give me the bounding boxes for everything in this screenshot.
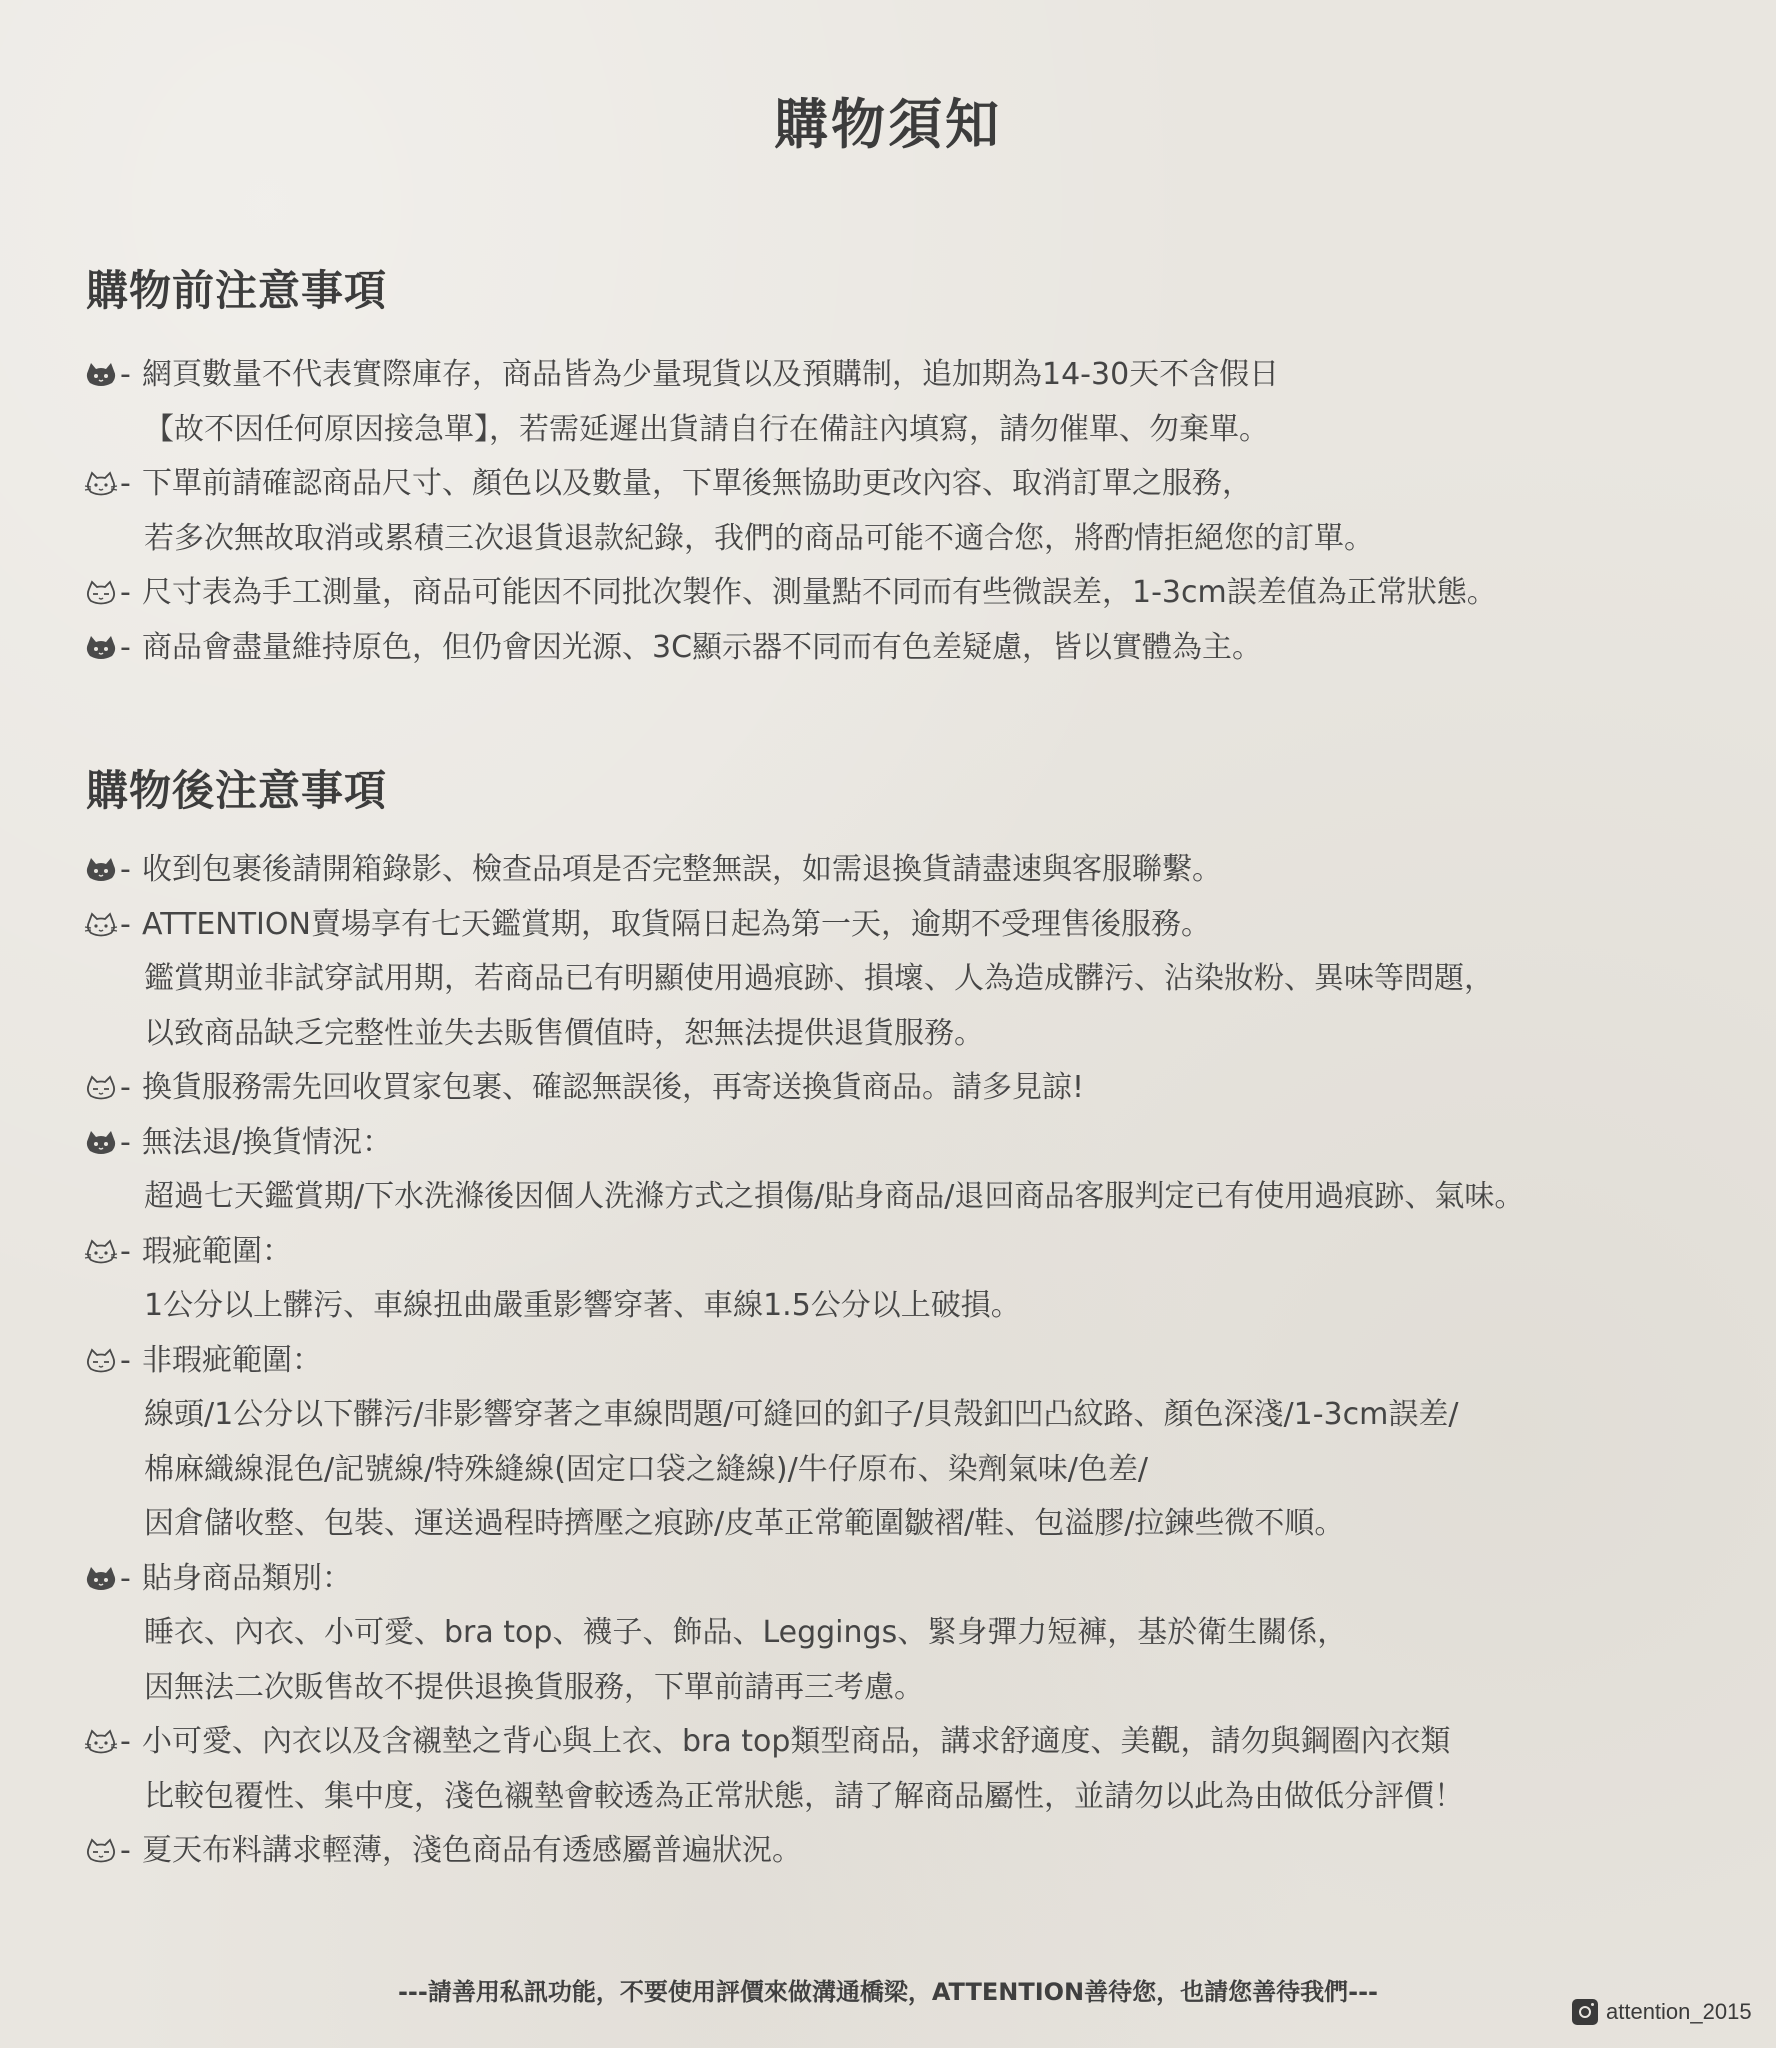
notice-text: 網頁數量不代表實際庫存，商品皆為少量現貨以及預購制，追加期為14-30天不含假日 [142,357,1280,392]
bullet-dash: - [120,1124,131,1160]
cat-face-icon [84,1129,120,1157]
section-heading-before: 購物前注意事項 [86,266,388,315]
bullet-dash: - [120,1070,131,1105]
bullet-dash: - [120,357,131,392]
notice-text: 若多次無故取消或累積三次退貨退款紀錄，我們的商品可能不適合您，將酌情拒絕您的訂單。 [144,520,1374,556]
cat-face-icon [84,634,120,662]
notice-text: 線頭/1公分以下髒污/非影響穿著之車線問題/可縫回的釦子/貝殼釦凹凸紋路、顏色深淺/1-3cm誤差/ [144,1397,1459,1432]
notice-text: 夏天布料講求輕薄，淺色商品有透感屬普遍狀況。 [142,1833,802,1868]
cat-face-icon [84,579,120,607]
notice-text: 1公分以上髒污、車線扭曲嚴重影響穿著、車線1.5公分以上破損。 [144,1288,1021,1323]
bullet-dash: - [120,852,131,887]
notice-text: 尺寸表為手工測量，商品可能因不同批次製作、測量點不同而有些微誤差，1-3cm誤差值為正常狀態。 [142,575,1497,610]
notice-text: 棉麻織線混色/記號線/特殊縫線(固定口袋之縫線)/牛仔原布、染劑氣味/色差/ [144,1451,1148,1487]
bullet-dash: - [120,466,131,501]
bullet-dash: - [120,629,131,665]
notice-text: 無法退/換貨情況： [142,1124,393,1160]
notice-text: 換貨服務需先回收買家包裹、確認無誤後，再寄送換貨商品。請多見諒! [142,1070,1085,1105]
notice-text: 因倉儲收整、包裝、運送過程時擠壓之痕跡/皮革正常範圍皺褶/鞋、包溢膠/拉鍊些微不順。 [144,1506,1345,1541]
cat-face-icon [84,1238,120,1266]
bullet-dash: - [120,575,131,610]
notice-text: 超過七天鑑賞期/下水洗滌後因個人洗滌方式之損傷/貼身商品/退回商品客服判定已有使用過痕跡、氣味。 [144,1179,1525,1214]
instagram-badge[interactable] [1572,1994,1752,2030]
notice-text: 非瑕疵範圍： [142,1342,322,1378]
cat-face-icon [84,361,120,389]
notice-text: 收到包裹後請開箱錄影、檢查品項是否完整無誤，如需退換貨請盡速與客服聯繫。 [142,852,1222,887]
notice-text: 瑕疵範圍： [142,1233,292,1269]
section-heading-after: 購物後注意事項 [86,766,388,815]
notice-text: 睡衣、內衣、小可愛、bra top、襪子、飾品、Leggings、緊身彈力短褲，基於衛生關係， [144,1615,1348,1650]
notice-text: 鑑賞期並非試穿試用期，若商品已有明顯使用過痕跡、損壞、人為造成髒污、沾染妝粉、異味等問題， [144,961,1494,996]
page-title: 購物須知 [774,93,1002,156]
notice-text: 貼身商品類別： [142,1560,352,1596]
footer-note: ---請善用私訊功能，不要使用評價來做溝通橋梁，ATTENTION善待您，也請您善待我們--- [397,1978,1379,2006]
notice-text: 下單前請確認商品尺寸、顏色以及數量，下單後無協助更改內容、取消訂單之服務， [142,466,1252,501]
notice-text: 以致商品缺乏完整性並失去販售價值時，恕無法提供退貨服務。 [144,1015,984,1051]
cat-face-icon [84,911,120,939]
instagram-icon [1572,1999,1598,2025]
cat-face-icon [84,1347,120,1375]
cat-face-icon [84,470,120,498]
cat-face-icon [84,1728,120,1756]
bullet-dash: - [120,1342,131,1378]
notice-text: 因無法二次販售故不提供退換貨服務，下單前請再三考慮。 [144,1669,924,1705]
instagram-handle: attention_2015 [1606,1999,1752,2024]
bullet-dash: - [120,1560,131,1596]
notice-text: ATTENTION賣場享有七天鑑賞期，取貨隔日起為第一天，逾期不受理售後服務。 [142,906,1211,942]
notice-text: 【故不因任何原因接急單】，若需延遲出貨請自行在備註內填寫，請勿催單、勿棄單。 [144,411,1269,447]
notice-text: 比較包覆性、集中度，淺色襯墊會較透為正常狀態，請了解商品屬性，並請勿以此為由做低分評價！ [144,1778,1464,1814]
bullet-dash: - [120,906,131,942]
notice-text: 小可愛、內衣以及含襯墊之背心與上衣、bra top類型商品，講求舒適度、美觀，請勿與鋼圈內衣類 [142,1724,1451,1759]
cat-face-icon [84,1565,120,1593]
cat-face-icon [84,1837,120,1865]
notice-text: 商品會盡量維持原色，但仍會因光源、3C顯示器不同而有色差疑慮，皆以實體為主。 [142,629,1263,665]
cat-face-icon [84,1074,120,1102]
bullet-dash: - [120,1724,131,1759]
cat-face-icon [84,856,120,884]
bullet-dash: - [120,1233,131,1269]
bullet-dash: - [120,1833,131,1868]
